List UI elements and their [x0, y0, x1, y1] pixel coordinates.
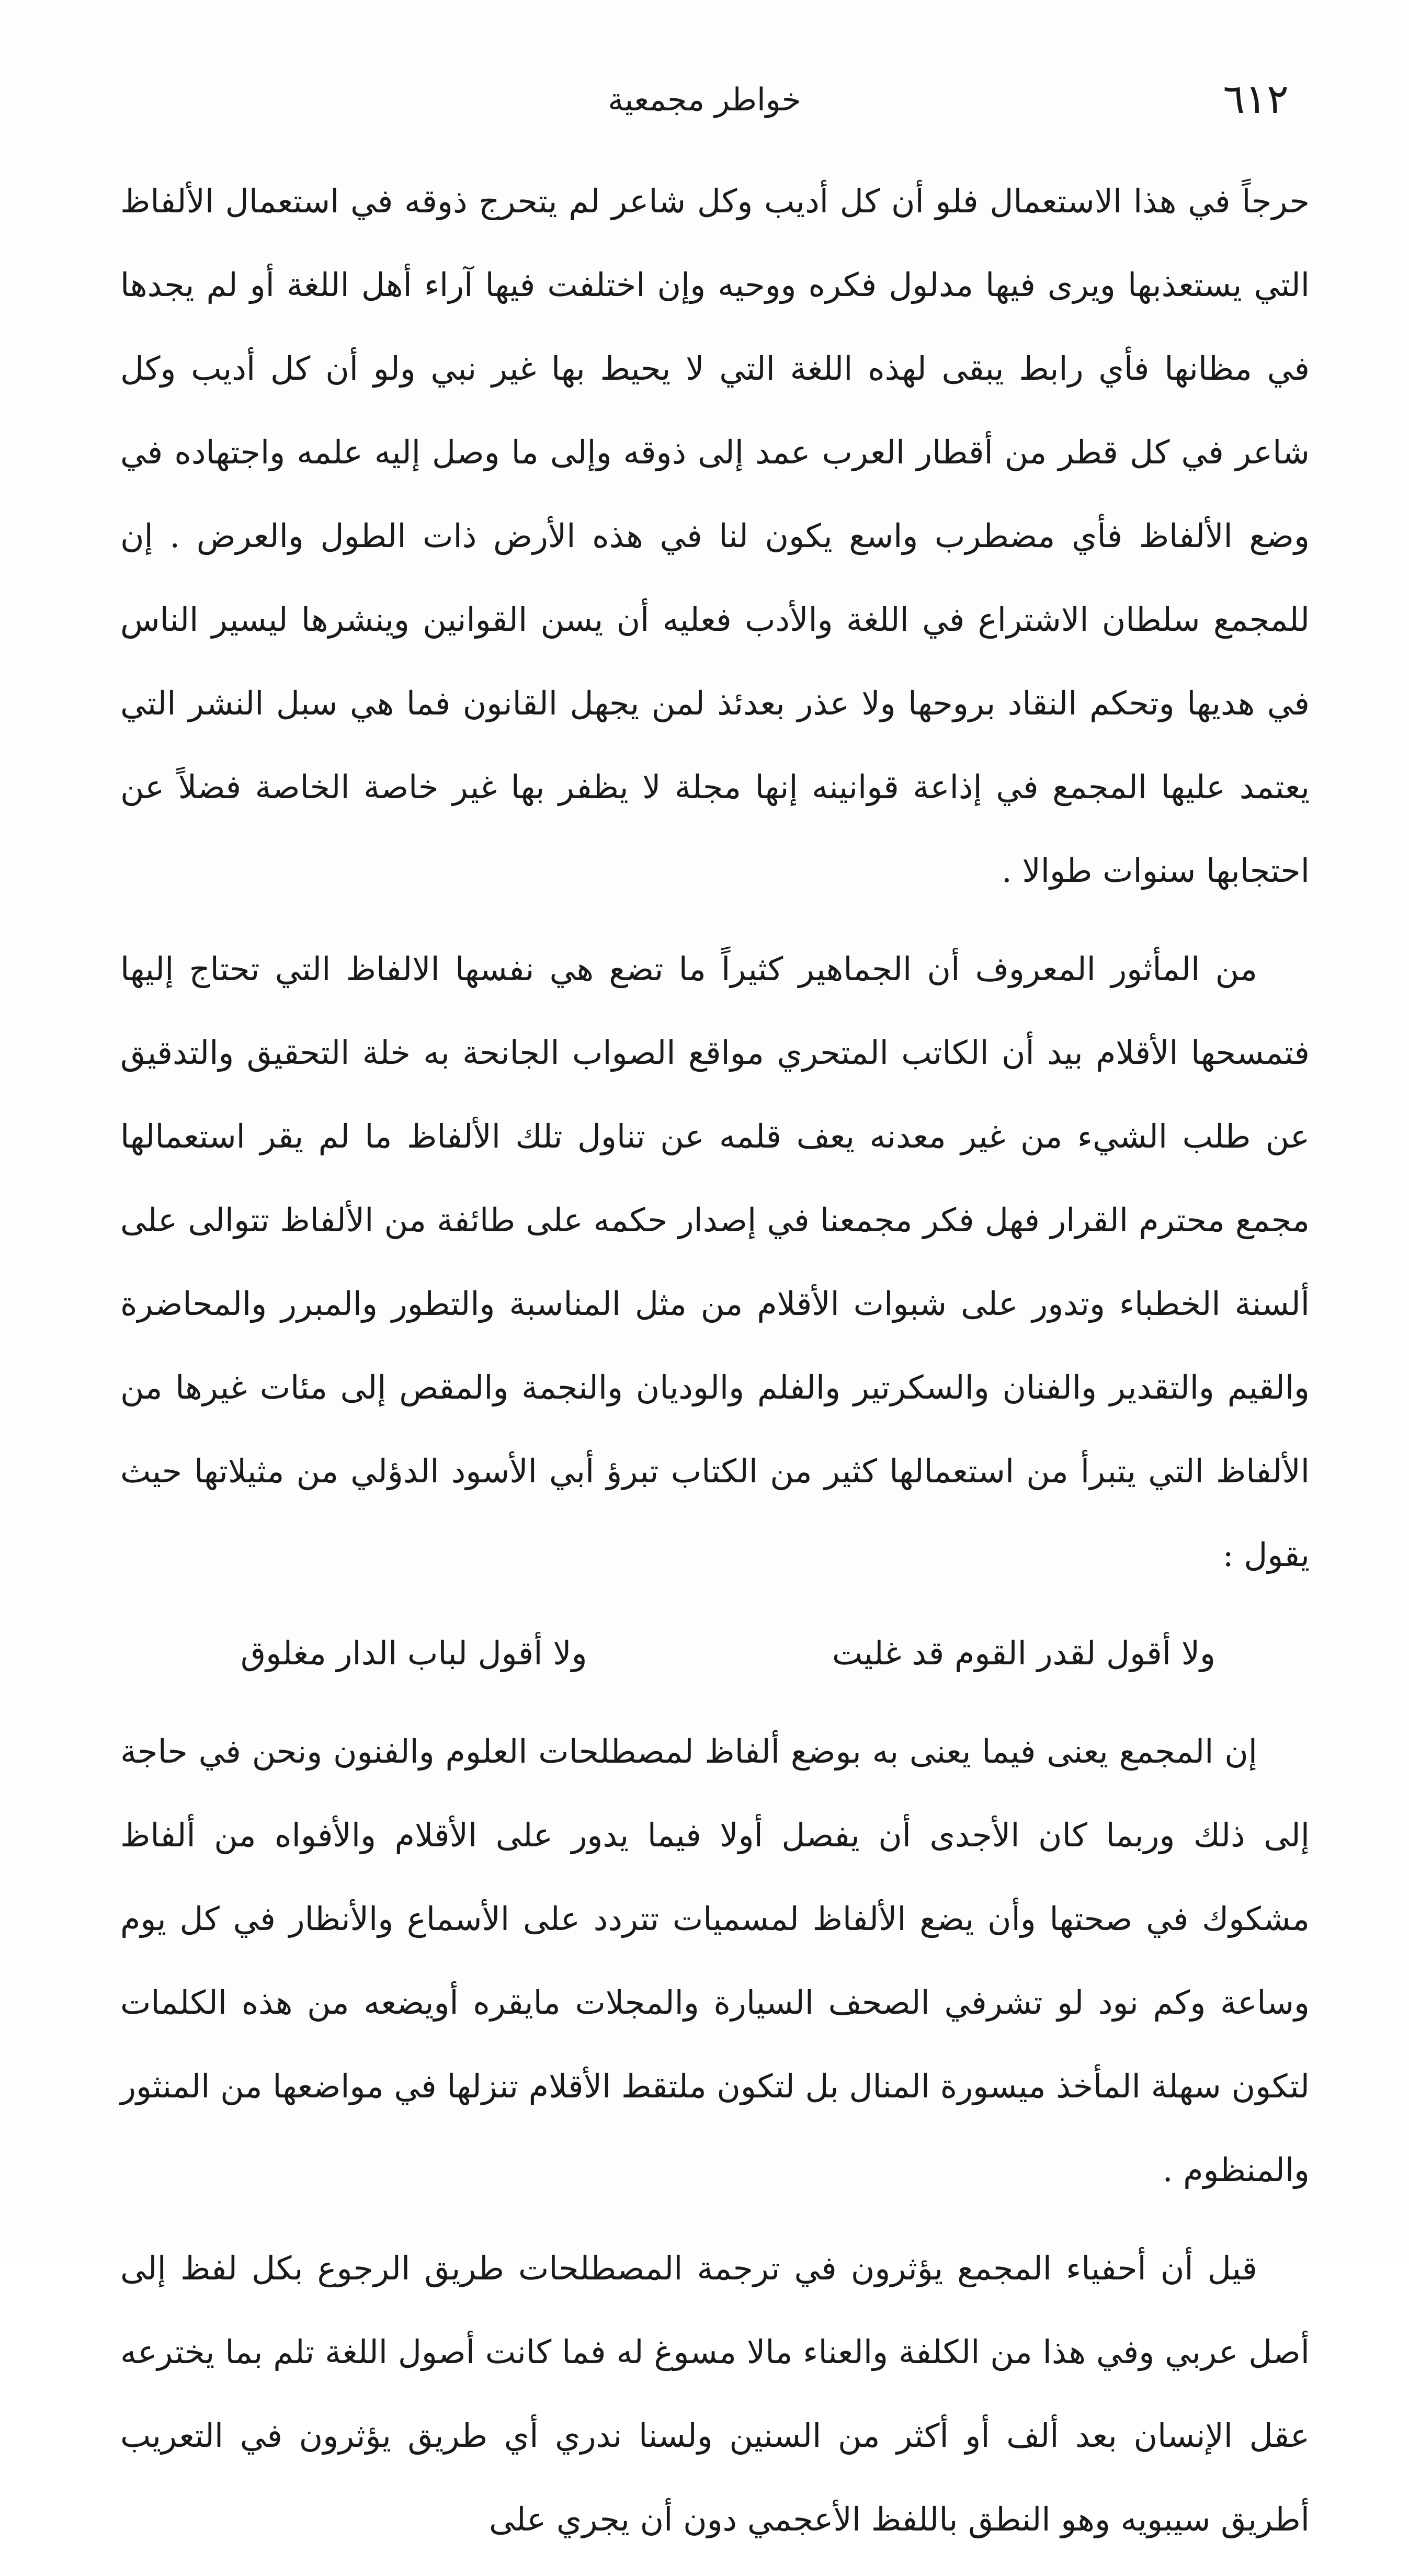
verse-first-hemistich: ولا أقول لقدر القوم قد غليت	[832, 1634, 1215, 1672]
paragraph-3: إن المجمع يعنى فيما يعنى به بوضع ألفاظ لمصطلحات العلوم والفنون ونحن في حاجة إلى ذلك وربما كان الأجدى أن يفصل أولا فيما يدور على الأقلام والأفواه من ألفاظ مشكوك في صحتها وأن يضع الألفاظ لمسميات تتردد على الأسماع والأنظار في كل يوم وساعة وكم نود لو تشرفي الصحف السيارة والمجلات مايقره أويضعه من هذه الكلمات لتكون سهلة المأخذ ميسورة المنال بل لتكون ملتقط الأقلام تنزلها في مواضعها من المنثور والمنظوم .	[120, 1732, 1310, 2189]
paragraph-2: من المأثور المعروف أن الجماهير كثيراً ما تضع هي نفسها الالفاظ التي تحتاج إليها فتمسحها الأقلام بيد أن الكاتب المتحري مواقع الصواب الجانحة به خلة التحقيق والتدقيق عن طلب الشيء من غير معدنه يعف قلمه عن تناول تلك الألفاظ ما لم يقر استعمالها مجمع محترم القرار فهل فكر مجمعنا في إصدار حكمه على طائفة من الألفاظ تتوالى على ألسنة الخطباء وتدور على شبوات الأقلام من مثل المناسبة والتطور والمبرر والمحاضرة والقيم والتقدير والفنان والسكرتير والفلم والوديان والنجمة والمقص إلى مئات غيرها من الألفاظ التي يتبرأ من استعمالها كثير من الكتاب تبرؤ أبي الأسود الدؤلي من مثيلاتها حيث يقول :	[120, 950, 1310, 1574]
paragraph-4: قيل أن أحفياء المجمع يؤثرون في ترجمة المصطلحات طريق الرجوع بكل لفظ إلى أصل عربي وفي هذا من الكلفة والعناء مالا مسوغ له فما كانت أصول اللغة تلم بما يخترعه عقل الإنسان بعد ألف أو أكثر من السنين ولسنا ندري أي طريق يؤثرون في التعريب أطريق سيبويه وهو النطق باللفظ الأعجمي دون أن يجري على	[120, 2249, 1310, 2538]
verse-second-hemistich: ولا أقول لباب الدار مغلوق	[241, 1634, 587, 1672]
page-number: ٦١٢	[1223, 76, 1289, 123]
running-title: خواطر مجمعية	[608, 82, 801, 118]
paragraph-1: حرجاً في هذا الاستعمال فلو أن كل أديب وكل شاعر لم يتحرج ذوقه في استعمال الألفاظ التي يستعذبها ويرى فيها مدلول فكره ووحيه وإن اختلفت فيها آراء أهل اللغة أو لم يجدها في مظانها فأي رابط يبقى لهذه اللغة التي لا يحيط بها غير نبي ولو أن كل أديب وكل شاعر في كل قطر من أقطار العرب عمد إلى ذوقه وإلى ما وصل إليه علمه واجتهاده في وضع الألفاظ فأي مضطرب واسع يكون لنا في هذه الأرض ذات الطول والعرض . إن للمجمع سلطان الاشتراع في اللغة والأدب فعليه أن يسن القوانين وينشرها ليسير الناس في هديها وتحكم النقاد بروحها ولا عذر بعدئذ لمن يجهل القانون فما هي سبل النشر التي يعتمد عليها المجمع في إذاعة قوانينه إنها مجلة لا يظفر بها غير خاصة الخاصة فضلاً عن احتجابها سنوات طوالا .	[120, 182, 1310, 890]
poem-verse	[120, 1612, 1310, 1695]
page-header	[120, 71, 1289, 133]
body-text	[120, 160, 1310, 2576]
